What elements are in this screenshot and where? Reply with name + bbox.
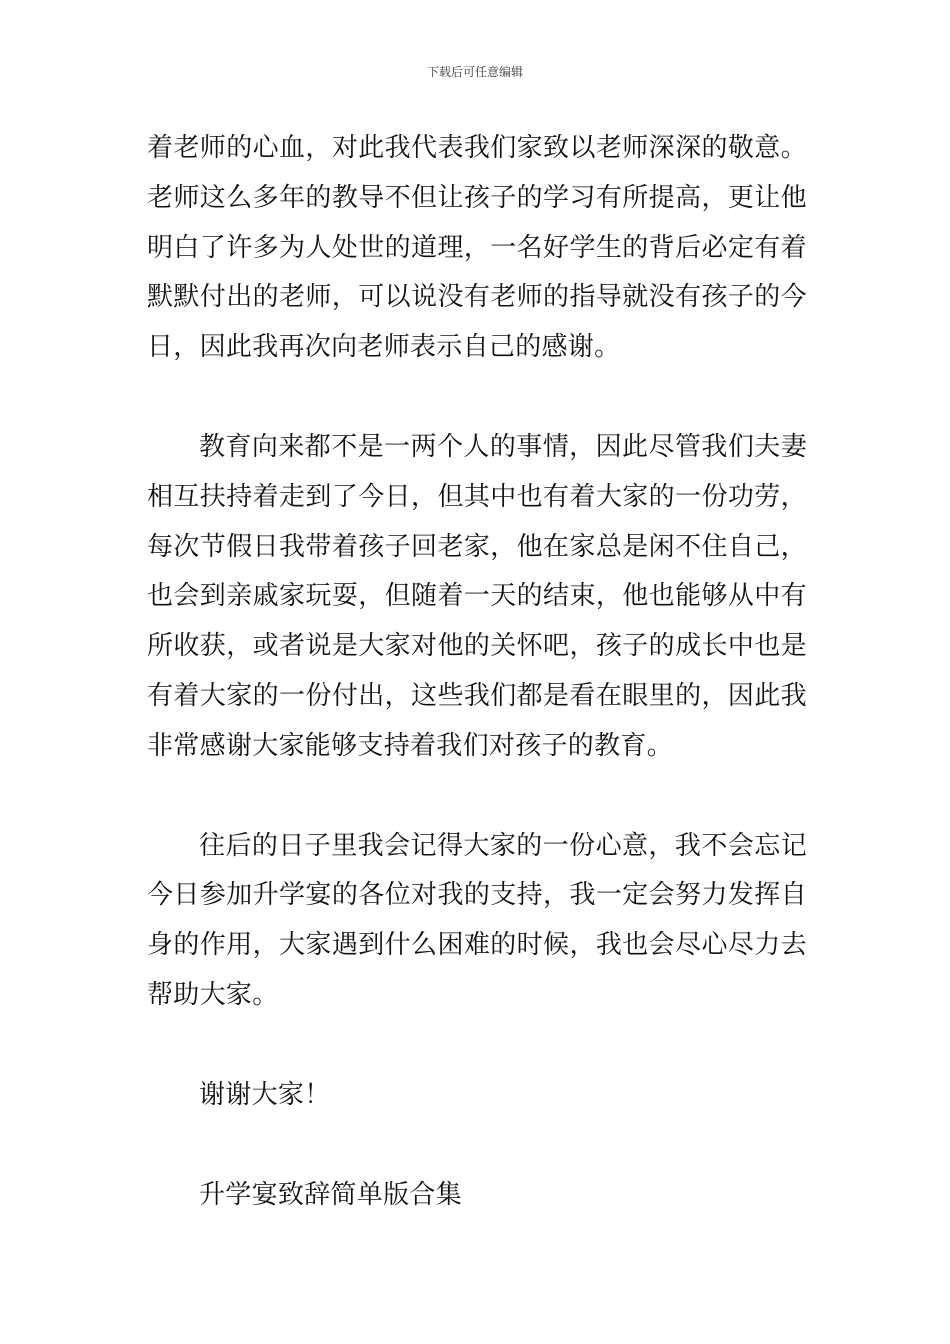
- paragraph-1: 着老师的心血，对此我代表我们家致以老师深深的敬意。老师这么多年的教导不但让孩子的学习有所提高，更让他明白了许多为人处世的道理，一名好学生的背后必定有着默默付出的老师，可以说没有老师的指导就没有孩子的今日，因此我再次向老师表示自己的感谢。: [147, 133, 807, 363]
- paragraph-3: 往后的日子里我会记得大家的一份心意，我不会忘记今日参加升学宴的各位对我的支持，我一定会努力发挥自身的作用，大家遇到什么困难的时候，我也会尽心尽力去帮助大家。: [147, 830, 807, 1010]
- paragraph-gap: [147, 772, 807, 822]
- page-header-note: 下载后可任意编辑: [426, 65, 523, 79]
- paragraph-2: 教育向来都不是一两个人的事情，因此尽管我们夫妻相互扶持着走到了今日，但其中也有着大家的一份功劳，每次节假日我带着孩子回老家，他在家总是闲不住自己，也会到亲戚家玩耍，但随着一天的结束，他也能够从中有所收获，或者说是大家对他的关怀吧，孩子的成长中也是有着大家的一份付出，这些我们都是看在眼里的，因此我非常感谢大家能够支持着我们对孩子的教育。: [147, 431, 807, 761]
- closing-thanks: 谢谢大家！: [199, 1079, 331, 1110]
- document-body: [147, 124, 807, 1220]
- paragraph-gap: [147, 1021, 807, 1071]
- section-title: 升学宴致辞简单版合集: [199, 1179, 463, 1210]
- paragraph-gap: [147, 1121, 807, 1171]
- paragraph-gap: [147, 373, 807, 423]
